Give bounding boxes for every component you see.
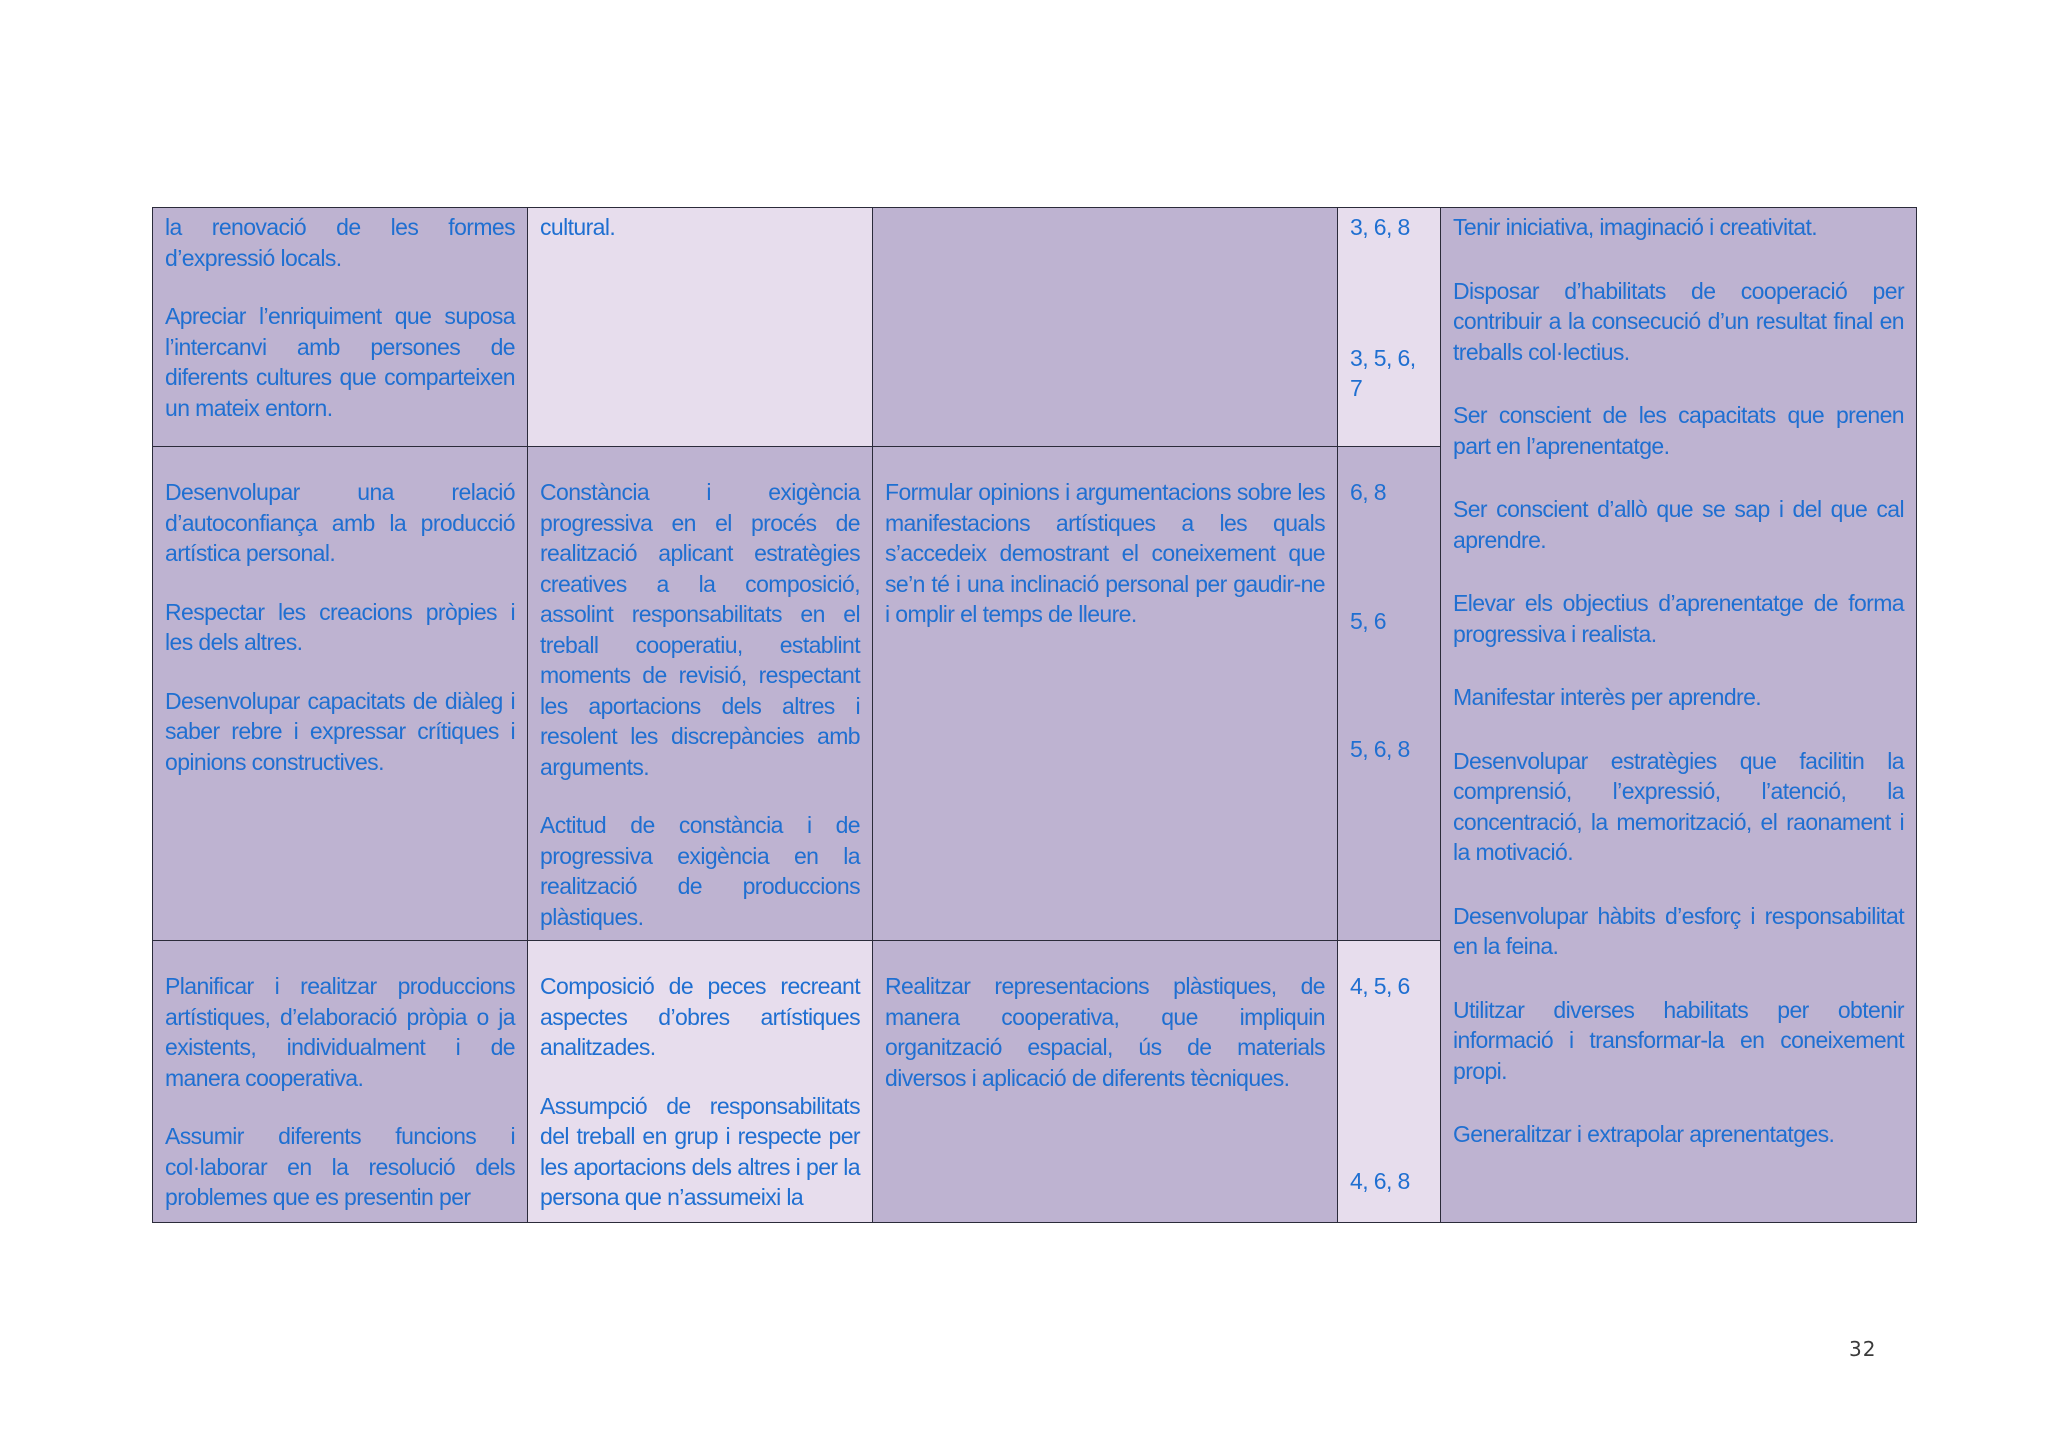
table-row <box>153 208 1917 447</box>
objective-text: Apreciar l’enriquiment que suposa l’intercanvi amb persones de diferents cultures que comparteixen un mateix entorn. <box>165 303 515 421</box>
content-text: Constància i exigència progressiva en el procés de realització aplicant estratègies creatives a la composició, assolint responsabilitats en el treball cooperatiu, establint moments de revisió, respectant les aportacions dels altres i resolent les discrepàncies amb arguments. <box>540 479 860 780</box>
competency-numbers-cell <box>1338 941 1441 1223</box>
competency-numbers: 5, 6, 8 <box>1350 736 1410 762</box>
objective-text: Planificar i realitzar produccions artístiques, d’elaboració pròpia o ja existents, individualment i de manera cooperativa. <box>165 973 515 1091</box>
competency-item: Disposar d’habilitats de cooperació per contribuir a la consecució d’un resultat final en treballs col·lectius. <box>1453 277 1904 365</box>
contents-cell <box>528 941 873 1223</box>
competency-item: Desenvolupar hàbits d’esforç i responsabilitat en la feina. <box>1453 902 1904 959</box>
competency-item: Tenir iniciativa, imaginació i creativitat. <box>1453 214 1818 240</box>
competency-numbers: 3, 6, 8 <box>1350 214 1410 240</box>
objective-text: Respectar les creacions pròpies i les dels altres. <box>165 598 515 655</box>
evaluation-text: Realitzar representacions plàstiques, de manera cooperativa, que impliquin organització espacial, ús de materials diversos i aplicació de diferents tècniques. <box>885 973 1325 1091</box>
objective-text: la renovació de les formes d’expressió locals. <box>165 214 515 271</box>
competency-numbers: 4, 5, 6 <box>1350 973 1410 999</box>
content-text: Actitud de constància i de progressiva exigència en la realització de produccions plàstiques. <box>540 812 860 930</box>
objective-text: Desenvolupar capacitats de diàleg i saber rebre i expressar crítiques i opinions constructives. <box>165 687 515 775</box>
content-text: Composició de peces recreant aspectes d’obres artístiques analitzades. <box>540 973 860 1060</box>
objectives-cell <box>153 208 528 447</box>
competency-item: Utilitzar diverses habilitats per obtenir informació i transformar-la en coneixement propi. <box>1453 996 1904 1084</box>
curriculum-table <box>152 207 1917 1223</box>
competency-item: Ser conscient de les capacitats que prenen part en l’aprenentatge. <box>1453 402 1904 459</box>
competency-numbers: 5, 6 <box>1350 607 1386 634</box>
page-number: 32 <box>1849 1337 1877 1361</box>
objective-text: Desenvolupar una relació d’autoconfiança amb la producció artística personal. <box>165 479 515 566</box>
competency-numbers: 6, 8 <box>1350 479 1386 505</box>
competency-numbers-cell <box>1338 447 1441 941</box>
objective-text: Assumir diferents funcions i col·laborar en la resolució dels problemes que es presentin per <box>165 1123 515 1210</box>
objectives-cell <box>153 447 528 941</box>
objectives-cell <box>153 941 528 1223</box>
competency-item: Manifestar interès per aprendre. <box>1453 684 1762 710</box>
contents-cell <box>528 447 873 941</box>
competency-item: Ser conscient d’allò que se sap i del que cal aprendre. <box>1453 496 1904 553</box>
competency-numbers: 3, 5, 6, 7 <box>1350 344 1416 401</box>
content-text: cultural. <box>540 214 616 240</box>
evaluation-cell <box>873 941 1338 1223</box>
competency-item: Generalitzar i extrapolar aprenentatges. <box>1453 1121 1835 1147</box>
competency-item: Elevar els objectius d’aprenentatge de forma progressiva i realista. <box>1453 590 1904 647</box>
competency-numbers: 4, 6, 8 <box>1350 1167 1410 1194</box>
competency-numbers-cell <box>1338 208 1441 447</box>
evaluation-text: Formular opinions i argumentacions sobre les manifestacions artístiques a les quals s’accedeix demostrant el coneixement que se’n té i una inclinació personal per gaudir-ne i omplir el temps de lleure. <box>885 479 1325 627</box>
evaluation-cell <box>873 447 1338 941</box>
contents-cell <box>528 208 873 447</box>
competencies-cell <box>1441 208 1917 1223</box>
evaluation-cell <box>873 208 1338 447</box>
content-text: Assumpció de responsabilitats del treball en grup i respecte per les aportacions dels altres i per la persona que n’assumeixi la <box>540 1092 860 1210</box>
competency-item: Desenvolupar estratègies que facilitin la comprensió, l’expressió, l’atenció, la concentració, la memorització, el raonament i la motivació. <box>1453 747 1904 865</box>
